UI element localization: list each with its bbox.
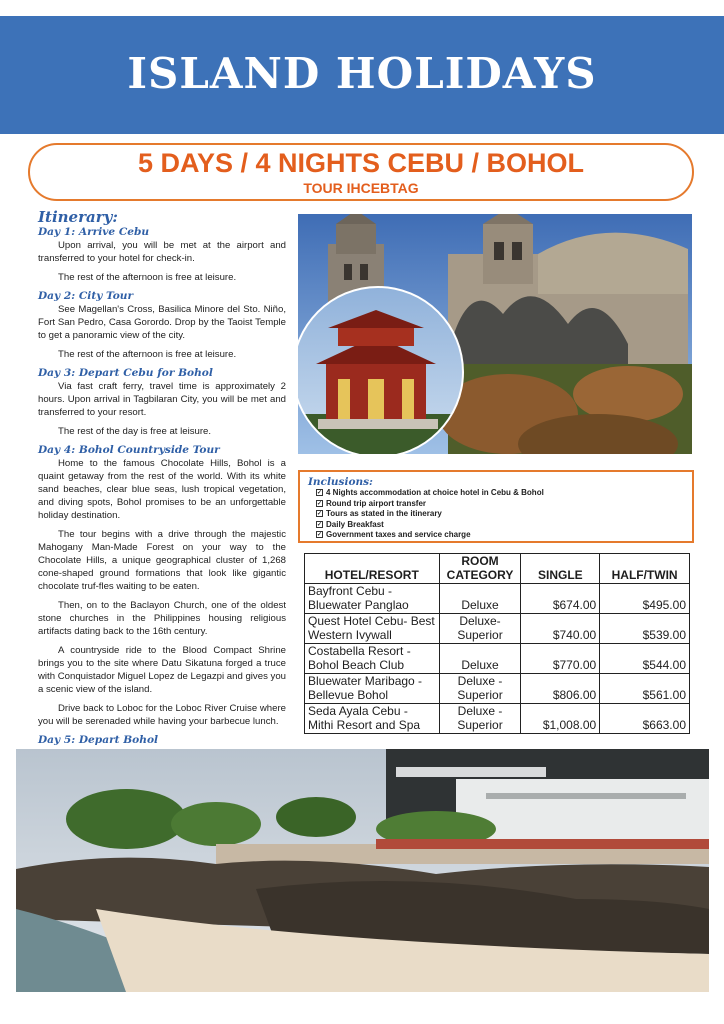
single-price-cell: $770.00 — [521, 644, 600, 674]
category-cell: Deluxe - Superior — [439, 704, 521, 734]
twin-price-cell: $539.00 — [600, 614, 690, 644]
header-banner — [0, 16, 724, 134]
inclusion-text: Government taxes and service charge — [326, 530, 471, 539]
table-row — [305, 614, 690, 644]
itinerary-heading: Itinerary: — [38, 208, 118, 226]
inclusion-item — [316, 488, 684, 499]
category-cell: Deluxe- Superior — [439, 614, 521, 644]
single-price-cell: $674.00 — [521, 584, 600, 614]
beach-resort-photo — [16, 749, 709, 992]
hotel-cell: Bluewater Maribago - Bellevue Bohol — [305, 674, 440, 704]
inclusion-item — [316, 520, 684, 531]
twin-price-cell: $495.00 — [600, 584, 690, 614]
inclusion-text: Daily Breakfast — [326, 519, 384, 529]
table-row — [305, 644, 690, 674]
single-price-cell: $740.00 — [521, 614, 600, 644]
collage-image — [298, 214, 692, 454]
table-row — [305, 674, 690, 704]
twin-price-cell: $561.00 — [600, 674, 690, 704]
column-header: SINGLE — [521, 554, 600, 584]
inclusion-item — [316, 499, 684, 510]
day-paragraph: The rest of the afternoon is free at leisure. — [58, 349, 237, 360]
day-paragraph: Via fast craft ferry, travel time is approximately 2 hours. Upon arrival in Tagbilaran City, you will be met and transferred to your resort. — [38, 381, 286, 418]
checkbox-icon: ✓ — [317, 521, 323, 528]
day-3-title: Day 3: Depart Cebu for Bohol — [38, 367, 213, 379]
day-1-title: Day 1: Arrive Cebu — [38, 226, 150, 238]
table-header-row — [305, 554, 690, 584]
cebu-bohol-photo-collage — [298, 214, 692, 454]
hotel-cell: Bayfront Cebu - Bluewater Panglao — [305, 584, 440, 614]
day-paragraph: The tour begins with a drive through the majestic Mahogany Man-Made Forest on your way to the Chocolate Hills, a unique geographical cluster of 1,268 cone-shaped ground formations that look like gigantic chocolate truf-fles waiting to be eaten. — [38, 529, 286, 592]
inclusion-item — [316, 509, 684, 520]
day-paragraph: Drive back to Loboc for the Loboc River Cruise where you will be serenaded while having your barbecue lunch. — [38, 703, 286, 727]
inclusions-title: Inclusions: — [308, 476, 373, 488]
inclusion-text: Round trip airport transfer — [326, 498, 427, 508]
day-paragraph: Upon arrival, you will be met at the airport and transferred to your hotel for check-in. — [38, 240, 286, 264]
day-paragraph: The rest of the afternoon is free at leisure. — [58, 272, 237, 283]
inclusion-item — [316, 530, 684, 541]
day-5-title: Day 5: Depart Bohol — [38, 734, 159, 746]
table-row — [305, 704, 690, 734]
twin-price-cell: $663.00 — [600, 704, 690, 734]
day-paragraph: The rest of the day is free at leisure. — [58, 426, 212, 437]
column-header: HALF/TWIN — [600, 554, 690, 584]
category-cell: Deluxe — [439, 644, 521, 674]
day-paragraph: Home to the famous Chocolate Hills, Bohol is a quaint getaway from the rest of the world. With its white sand beaches, clear blue seas, lush tropical vegetation, and diving spots, Bohol promises to be an unforgettable holiday destination. — [38, 458, 286, 521]
column-header: ROOM CATEGORY — [439, 554, 521, 584]
inclusions-list — [316, 488, 684, 541]
single-price-cell: $806.00 — [521, 674, 600, 704]
checkbox-icon: ✓ — [317, 500, 323, 507]
page-title: ISLAND HOLIDAYS — [127, 49, 597, 98]
checkbox-icon: ✓ — [317, 532, 323, 539]
inclusions-box — [298, 470, 694, 543]
hotel-cell: Costabella Resort - Bohol Beach Club — [305, 644, 440, 674]
checkbox-icon: ✓ — [317, 490, 323, 497]
checkbox-icon: ✓ — [317, 511, 323, 518]
hotel-cell: Seda Ayala Cebu - Mithi Resort and Spa — [305, 704, 440, 734]
day-paragraph: Then, on to the Baclayon Church, one of the oldest stone churches in the Philippines housing religious artifacts dating back to the 16th century. — [38, 600, 286, 637]
package-title-box — [28, 143, 694, 201]
itinerary-section — [38, 208, 286, 779]
twin-price-cell: $544.00 — [600, 644, 690, 674]
category-cell: Deluxe — [439, 584, 521, 614]
inclusion-text: Tours as stated in the itinerary — [326, 509, 442, 518]
inclusion-text: 4 Nights accommodation at choice hotel in Cebu & Bohol — [326, 488, 544, 497]
hotel-price-table — [304, 553, 690, 734]
day-4-title: Day 4: Bohol Countryside Tour — [38, 444, 220, 456]
hotel-cell: Quest Hotel Cebu- Best Western Ivywall — [305, 614, 440, 644]
day-2-title: Day 2: City Tour — [38, 290, 134, 302]
column-header: HOTEL/RESORT — [305, 554, 440, 584]
beach-resort-image — [16, 749, 709, 992]
package-title: 5 DAYS / 4 NIGHTS CEBU / BOHOL — [137, 148, 585, 178]
day-paragraph: See Magellan's Cross, Basilica Minore del Sto. Niño, Fort San Pedro, Casa Gorordo. Drop by the Taoist Temple to get a panoramic view of the city. — [38, 304, 286, 341]
category-cell: Deluxe - Superior — [439, 674, 521, 704]
table-row — [305, 584, 690, 614]
single-price-cell: $1,008.00 — [521, 704, 600, 734]
tour-code: TOUR IHCEBTAG — [303, 180, 419, 196]
day-paragraph: A countryside ride to the Blood Compact Shrine brings you to the site where Datu Sikatuna forged a truce with Conquistador Miguel Lopez de Legazpi and gives you a scenic view of the island. — [38, 645, 286, 695]
